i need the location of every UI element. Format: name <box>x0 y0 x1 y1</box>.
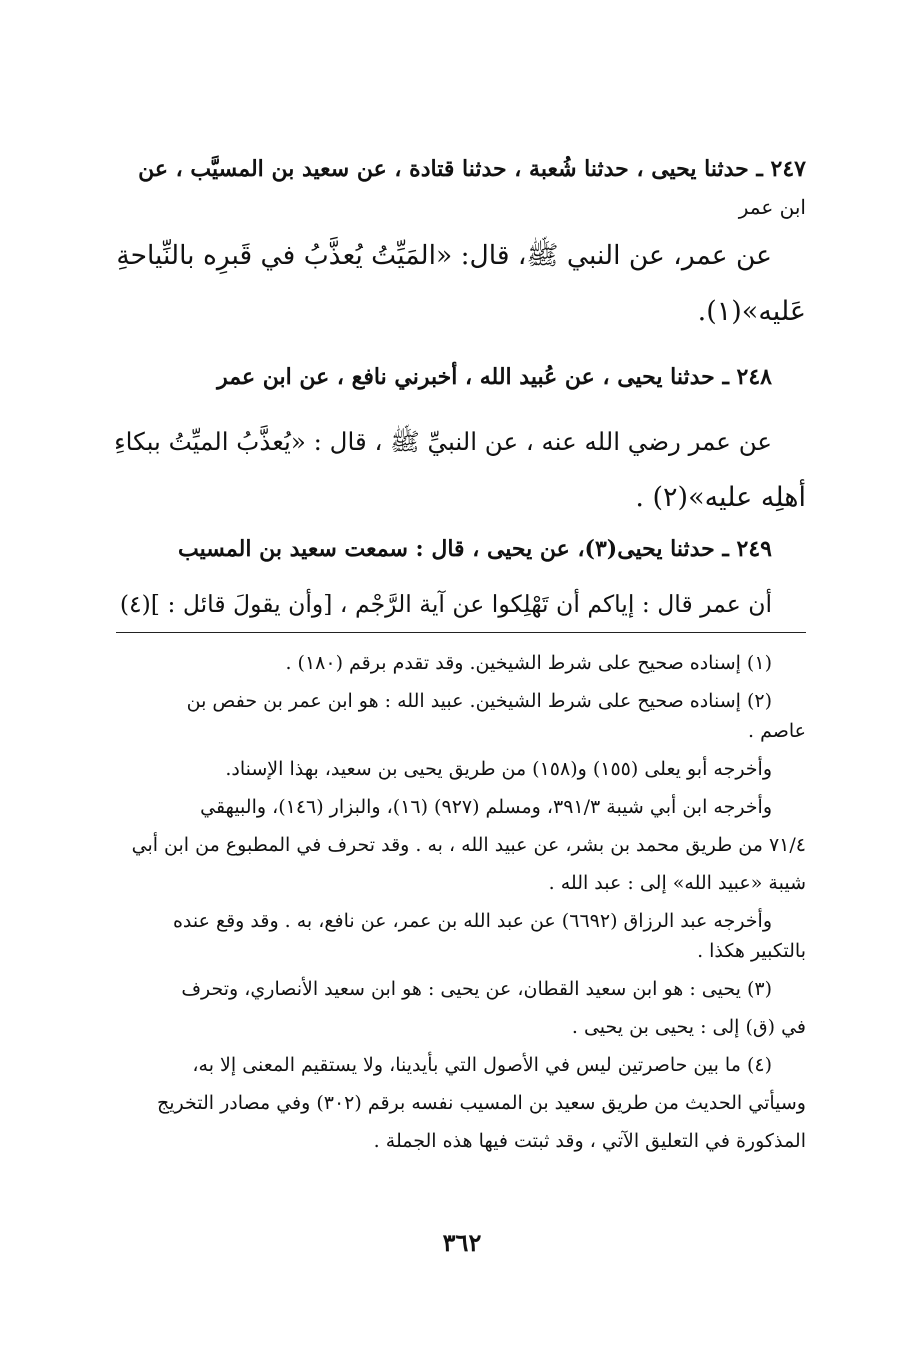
hadith-249 <box>110 532 806 632</box>
hadith-249-chain: ٢٤٩ ـ حدثنا يحيى(٣)، عن يحيى ، قال : سمعت سعيد بن المسيب <box>178 536 772 562</box>
footnote-2-para3-line2: ٧١/٤ من طريق محمد بن بشر، عن عبيد الله ، به . وقد تحرف في المطبوع من ابن أبي <box>131 834 806 856</box>
footnote-3-line2: في (ق) إلى : يحيى بن يحيى . <box>571 1016 806 1038</box>
footnote-2-para3-line1: وأخرجه ابن أبي شيبة ٣٩١/٣، ومسلم (٩٢٧) (١٦)، والبزار (١٤٦)، والبيهقي <box>200 796 772 818</box>
footnote-separator <box>116 632 806 633</box>
footnotes <box>110 648 806 1156</box>
hadith-248-text-line1: عن عمر رضي الله عنه ، عن النبيِّ ﷺ ، قال : «يُعذَّبُ الميِّتُ ببكاءِ <box>114 427 772 456</box>
hadith-248-chain: ٢٤٨ ـ حدثنا يحيى ، عن عُبيد الله ، أخبرني نافع ، عن ابن عمر <box>217 364 772 390</box>
footnote-2-para4-line1: وأخرجه عبد الرزاق (٦٦٩٢) عن عبد الله بن عمر، عن نافع، به . وقد وقع عنده <box>172 910 772 932</box>
hadith-247-text-line1: عن عمر، عن النبي ﷺ، قال: «المَيِّتُ يُعذَّبُ في قَبرِه بالنِّياحةِ <box>116 240 772 271</box>
footnote-4-line2: وسيأتي الحديث من طريق سعيد بن المسيب نفسه برقم (٣٠٢) وفي مصادر التخريج <box>156 1092 806 1114</box>
footnote-2-line1: (٢) إسناده صحيح على شرط الشيخين. عبيد الله : هو ابن عمر بن حفص بن <box>186 690 772 712</box>
footnote-2-para3-line3: شيبة «عبيد الله» إلى : عبد الله . <box>548 872 806 894</box>
footnote-4-line3: المذكورة في التعليق الآتي ، وقد ثبتت فيها هذه الجملة . <box>373 1130 806 1152</box>
footnote-2-para4-line2: بالتكبير هكذا . <box>697 940 806 962</box>
hadith-247-text-line2: عَليه»(١). <box>697 296 806 327</box>
footnote-4-line1: (٤) ما بين حاصرتين ليس في الأصول التي بأيدينا، ولا يستقيم المعنى إلا به، <box>192 1054 772 1076</box>
hadith-249-text-line1: أن عمر قال : إياكم أن تَهْلِكوا عن آية الرَّجْم ، [وأن يقولَ قائل : ](٤) <box>119 590 772 618</box>
hadith-247-chain-line2: ابن عمر <box>738 195 806 219</box>
hadith-247 <box>110 152 806 340</box>
page-number: ٣٦٢ <box>442 1228 482 1257</box>
hadith-248-text-line2: أهلِه عليه»(٢) . <box>635 482 806 513</box>
hadith-248 <box>110 360 806 526</box>
hadith-247-chain-line1: ٢٤٧ ـ حدثنا يحيى ، حدثنا شُعبة ، حدثنا قتادة ، عن سعيد بن المسيَّب ، عن <box>138 156 806 182</box>
footnote-3-line1: (٣) يحيى : هو ابن سعيد القطان، عن يحيى : هو ابن سعيد الأنصاري، وتحرف <box>181 978 772 1000</box>
footnote-2-para2: وأخرجه أبو يعلى (١٥٥) و(١٥٨) من طريق يحيى بن سعيد، بهذا الإسناد. <box>225 758 772 780</box>
footnote-2-line2: عاصم . <box>748 720 806 742</box>
footnote-1: (١) إسناده صحيح على شرط الشيخين. وقد تقدم برقم (١٨٠) . <box>285 652 772 674</box>
